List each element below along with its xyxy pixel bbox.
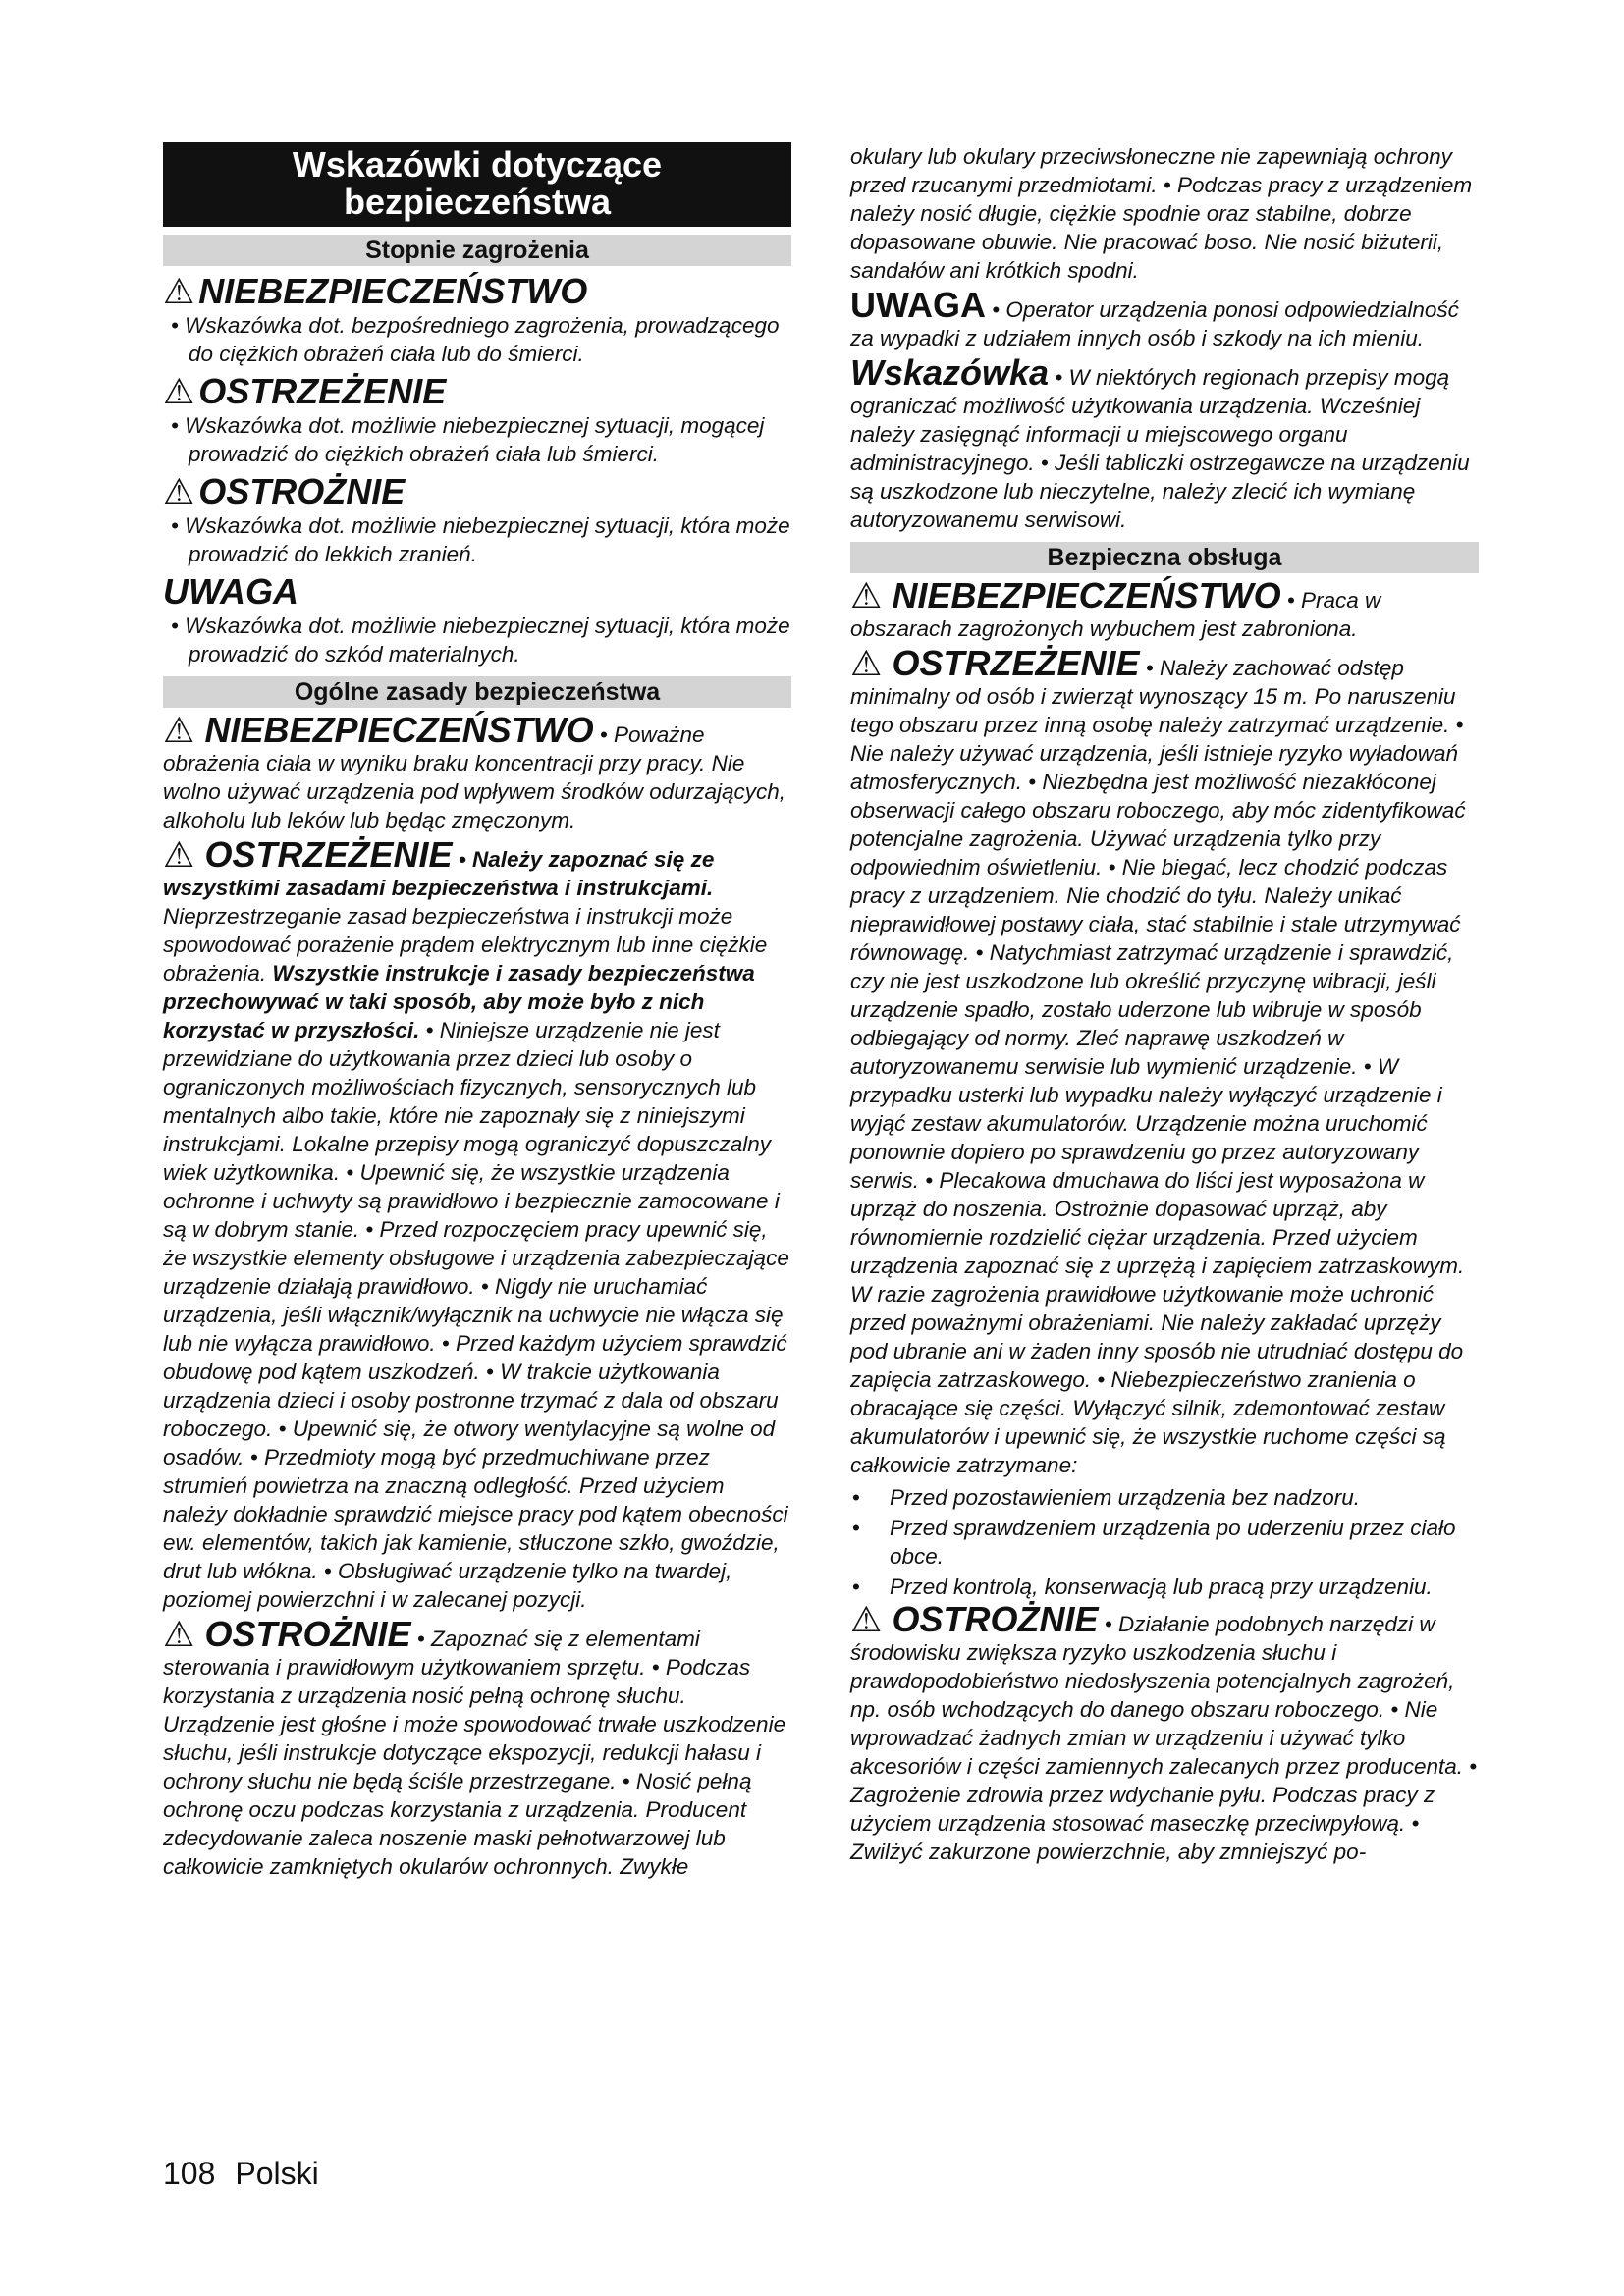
operation-caution-heading: OSTROŻNIE xyxy=(892,1599,1099,1639)
levels-header: Stopnie zagrożenia xyxy=(163,235,791,266)
warning-triangle-icon: ⚠ xyxy=(163,371,195,411)
warning-triangle-icon: ⚠ xyxy=(850,1599,883,1639)
list-item: • Przed kontrolą, konserwacją lub pracą przy urządzeniu. xyxy=(850,1573,1479,1601)
operation-warning-text: • Należy zachować odstęp minimalny od osób i zwierząt wynoszący 15 m. Po naruszeniu tego obszaru przez inną osobę należy zatrzymać urządzenie. • Nie należy używać urządzenia, jeśli istnieje ryzyko wyładowań atmosferycznych. • Niezbędna jest możliwość niezakłóconej obserwacji całego obszaru roboczego, aby móc zidentyfikować potencjalne zagrożenia. Używać urządzenia tylko przy odpowiednim oświetleniu. • Nie biegać, lecz chodzić podczas pracy z urządzeniem. Nie chodzić do tyłu. Należy unikać nieprawidłowej postawy ciała, stać stabilnie i stale utrzymywać równowagę. • Natychmiast zatrzymać urządzenie i sprawdzić, czy nie jest uszkodzone lub określić przyczynę wibracji, jeśli urządzenie spadło, zostało uderzone lub wibruje w sposób odbiegający od normy. Zleć naprawę uszkodzeń w autoryzowanemu serwisie lub wymienić urządzenie. • W przypadku usterki lub wypadku należy wyłączyć urządzenie i wyjąć zestaw akumulatorów. Urządzenie można uruchomić ponownie dopiero po sprawdzeniu go przez autoryzowany serwis. • Plecakowa dmuchawa do liści jest wyposażona w uprząż do noszenia. Ostrożnie dopasować uprząż, aby równomiernie rozdzielić ciężar urządzenia. Przed użyciem urządzenia zapoznać się z uprzężą i zapięciem zatrzaskowym. W razie zagrożenia prawidłowe użytkowanie może uchronić przed poważnymi obrażeniami. Nie należy zakładać uprzęży pod ubranie ani w żaden inny sposób nie utrudniać dostępu do zapięcia zatrzaskowego. • Niebezpieczeństwo zranienia o obracające się części. Wyłączyć silnik, zdemontować zestaw akumulatorów i upewnić się, że wszystkie ruchome części są całkowicie zatrzymane: xyxy=(850,656,1466,1477)
general-caution-heading: OSTROŻNIE xyxy=(204,1614,411,1654)
warning-triangle-icon: ⚠ xyxy=(163,834,195,875)
operation-caution-text: • Działanie podobnych narzędzi w środowisku zwiększa ryzyko uszkodzenia słuchu i prawdopodobieństwo niedosłyszenia potencjalnych zagrożeń, np. osób wchodzących do danego obszaru roboczego. • Nie wprowadzać żadnych zmian w urządzeniu i używać tylko akcesoriów i części zamiennych zalecanych przez producenta. • Zagrożenie zdrowia przez wdychanie pyłu. Podczas pracy z użyciem urządzenia stosować maseczkę przeciwpyłową. • Zwilżyć zakurzone powierzchnie, aby zmniejszyć po- xyxy=(850,1612,1478,1864)
page-footer xyxy=(163,2156,339,2191)
level-notice-heading: UWAGA xyxy=(163,571,298,612)
general-caution-text: • Zapoznać się z elementami sterowania i prawidłowym użytkowaniem sprzętu. • Podczas korzystania z urządzenia nosić pełną ochronę słuchu. Urządzenie jest głośne i może spowodować trwałe uszkodzenie słuchu, jeśli instrukcje dotyczące ekspozycji, redukcji hałasu i ochrony słuchu nie będą ściśle przestrzegane. • Nosić pełną ochronę oczu podczas korzystania z urządzenia. Producent zdecydowanie zaleca noszenie maski pełnotwarzowej lub całkowicie zamkniętych okularów ochronnych. Zwykłe xyxy=(163,1627,786,1879)
level-warning-heading: ⚠ OSTRZEŻENIE xyxy=(163,371,447,411)
general-warning-paragraph xyxy=(163,834,791,1614)
operation-danger-paragraph xyxy=(850,575,1479,643)
warning-triangle-icon: ⚠ xyxy=(163,471,195,511)
general-warning-text-1: Nieprzestrzeganie zasad bezpieczeństwa i instrukcji może spowodować porażenie prądem elektrycznym lub inne ciężkie obrażenia. xyxy=(163,904,768,986)
level-warning-text: • Wskazówka dot. możliwie niebezpiecznej sytuacji, mogącej prowadzić do ciężkich obrażeń ciała lub śmierci. xyxy=(171,413,765,466)
uwaga-paragraph xyxy=(850,285,1479,352)
stop-conditions-list xyxy=(850,1483,1479,1601)
level-caution-heading: ⚠ OSTROŻNIE xyxy=(163,471,406,511)
uwaga-text: • Operator urządzenia ponosi odpowiedzialność za wypadki z udziałem innych osób i szkody na ich mieniu. xyxy=(850,297,1459,350)
warning-triangle-icon: ⚠ xyxy=(163,1614,195,1654)
general-danger-text: • Poważne obrażenia ciała w wyniku braku koncentracji przy pracy. Nie wolno używać urządzenia pod wpływem środków odurzających, alkoholu lub leków lub będąc zmęczonym. xyxy=(163,722,786,832)
warning-triangle-icon: ⚠ xyxy=(850,643,883,683)
operation-warning-paragraph xyxy=(850,643,1479,1479)
section-title xyxy=(163,142,791,227)
warning-triangle-icon: ⚠ xyxy=(163,271,195,311)
hint-text: • W niektórych regionach przepisy mogą ograniczać możliwość użytkowania urządzenia. Wcześniej należy zasięgnąć informacji u miejscowego organu administracyjnego. • Jeśli tabliczki ostrzegawcze na urządzeniu są uszkodzone lub nieczytelne, należy zlecić ich wymianę autoryzowanemu serwisowi. xyxy=(850,365,1470,532)
warning-triangle-icon: ⚠ xyxy=(163,710,195,750)
level-danger-text: • Wskazówka dot. bezpośredniego zagrożenia, prowadzącego do ciężkich obrażeń ciała lub do śmierci. xyxy=(171,313,780,366)
general-warning-bold-1: • Należy zapoznać się ze wszystkimi zasadami bezpieczeństwa i instrukcjami. xyxy=(163,847,715,900)
uwaga-heading: UWAGA xyxy=(850,285,986,325)
operation-warning-heading: OSTRZEŻENIE xyxy=(892,643,1140,683)
warning-triangle-icon: ⚠ xyxy=(850,575,883,615)
hint-heading: Wskazówka xyxy=(850,352,1050,393)
level-caution-text: • Wskazówka dot. możliwie niebezpiecznej sytuacji, która może prowadzić do lekkich zranień. xyxy=(171,513,790,566)
right-column xyxy=(850,142,1479,1870)
operation-danger-heading: NIEBEZPIECZEŃSTWO xyxy=(892,575,1281,615)
operation-header: Bezpieczna obsługa xyxy=(850,542,1479,573)
general-warning-heading: OSTRZEŻENIE xyxy=(204,834,453,875)
list-item: • Przed sprawdzeniem urządzenia po uderzeniu przez ciało obce. xyxy=(850,1514,1479,1571)
general-warning-text-2: • Niniejsze urządzenie nie jest przewidziane do użytkowania przez dzieci lub osoby o ograniczonych możliwościach fizycznych, sensorycznych lub mentalnych albo takie, które nie zapoznały się z niniejszymi instrukcjami. Lokalne przepisy mogą ograniczyć dopuszczalny wiek użytkownika. • Upewnić się, że wszystkie urządzenia ochronne i uchwyty są prawidłowo i bezpiecznie zamocowane i są w dobrym stanie. • Przed rozpoczęciem pracy upewnić się, że wszystkie elementy obsługowe i urządzenia zabezpieczające urządzenie działają prawidłowo. • Nigdy nie uruchamiać urządzenia, jeśli włącznik/wyłącznik na uchwycie nie włącza się lub nie wyłącza prawidłowo. • Przed każdym użyciem sprawdzić obudowę pod kątem uszkodzeń. • W trakcie użytkowania urządzenia dzieci i osoby postronne trzymać z dala od obszaru roboczego. • Upewnić się, że otwory wentylacyjne są wolne od osadów. • Przedmioty mogą być przedmuchiwane przez strumień powietrza na znaczną odległość. Przed użyciem należy dokładnie sprawdzić miejsce pracy pod kątem obecności ew. elementów, takich jak kamienie, stłuczone szkło, gwoździe, drut lub włókna. • Obsługiwać urządzenie tylko na twardej, poziomej powierzchni i w zalecanej pozycji. xyxy=(163,1018,789,1612)
hint-paragraph xyxy=(850,352,1479,534)
general-danger-heading: NIEBEZPIECZEŃSTWO xyxy=(204,710,594,750)
general-danger-paragraph xyxy=(163,710,791,834)
general-header: Ogólne zasady bezpieczeństwa xyxy=(163,676,791,708)
page-number: 108 xyxy=(163,2156,216,2191)
level-notice-text: • Wskazówka dot. możliwie niebezpiecznej sytuacji, która może prowadzić do szkód materialnych. xyxy=(171,614,790,667)
general-warning-bold-2: Wszystkie instrukcje i zasady bezpieczeństwa przechowywać w taki sposób, aby może było z nich korzystać w przyszłości. xyxy=(163,961,755,1042)
title-line-2: bezpieczeństwa xyxy=(343,182,612,222)
list-item: • Przed pozostawieniem urządzenia bez nadzoru. xyxy=(850,1483,1479,1512)
left-column xyxy=(163,142,791,1885)
level-danger-heading: ⚠ NIEBEZPIECZEŃSTWO xyxy=(163,271,588,311)
continued-text: okulary lub okulary przeciwsłoneczne nie zapewniają ochrony przed rzucanymi przedmiotami. • Podczas pracy z urządzeniem należy nosić długie, ciężkie spodnie oraz stabilne, dobrze dopasowane obuwie. Nie pracować boso. Nie nosić biżuterii, sandałów ani krótkich spodni. xyxy=(850,144,1473,283)
general-caution-paragraph xyxy=(163,1614,791,1881)
operation-caution-paragraph xyxy=(850,1599,1479,1866)
title-line-1: Wskazówki dotyczące xyxy=(292,144,663,185)
footer-language: Polski xyxy=(235,2156,319,2191)
operation-danger-text: • Praca w obszarach zagrożonych wybuchem jest zabroniona. xyxy=(850,588,1381,641)
